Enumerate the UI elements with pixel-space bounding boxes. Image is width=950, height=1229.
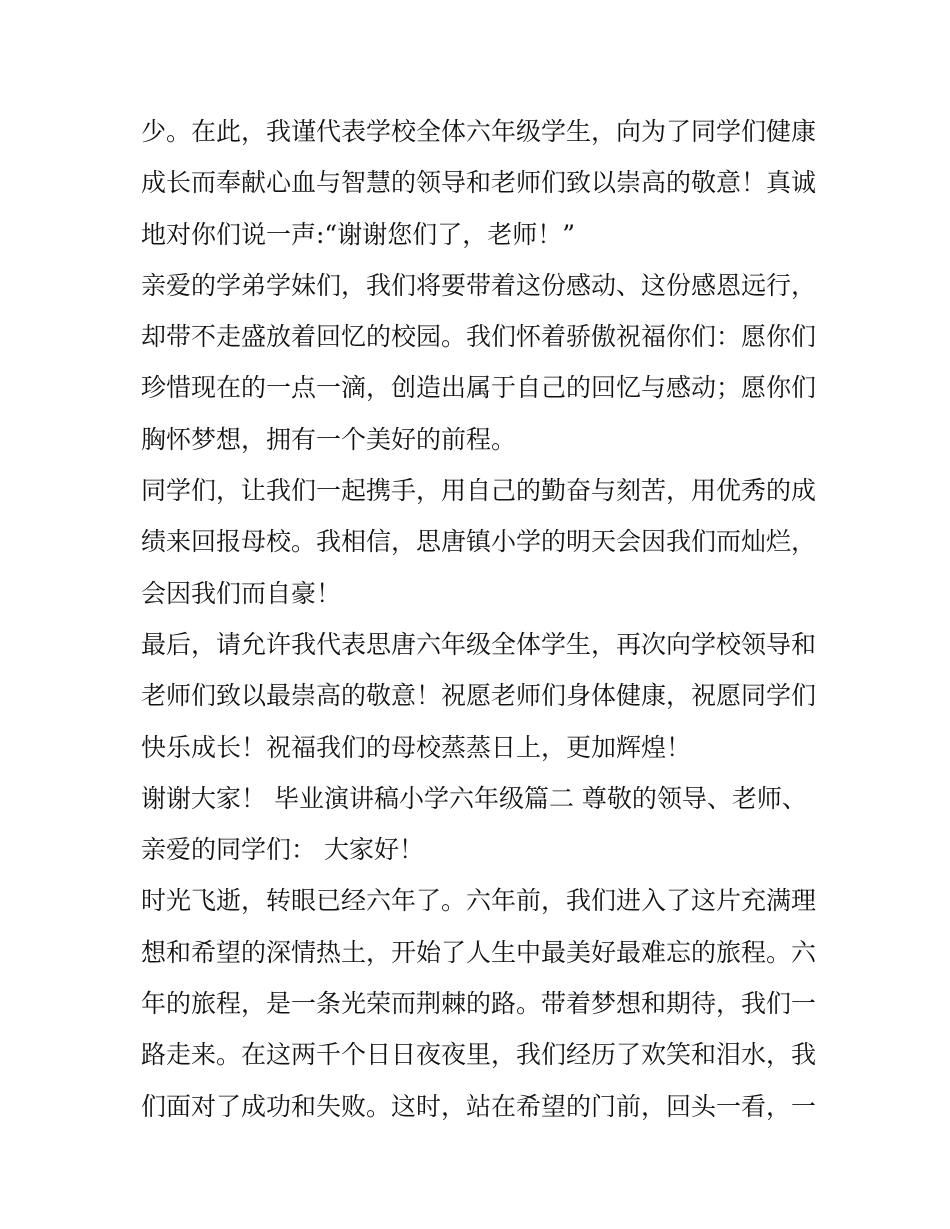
text-line: 同学们，让我们一起携手，用自己的勤奋与刻苦，用优秀的成 xyxy=(141,476,817,506)
text-line: 成长而奉献心血与智慧的领导和老师们致以崇高的敬意！真诚 xyxy=(141,168,817,198)
text-line: 会因我们而自豪！ xyxy=(141,578,342,608)
text-line: 路走来。在这两千个日日夜夜里，我们经历了欢笑和泪水，我 xyxy=(141,1040,817,1070)
text-line: 亲爱的学弟学妹们，我们将要带着这份感动、这份感恩远行， xyxy=(141,270,817,300)
text-line: 绩来回报母校。我相信，思唐镇小学的明天会因我们而灿烂， xyxy=(141,527,817,557)
body-text xyxy=(141,106,821,1132)
text-line: 却带不走盛放着回忆的校园。我们怀着骄傲祝福你们：愿你们 xyxy=(141,322,817,352)
text-line: 想和希望的深情热土，开始了人生中最美好最难忘的旅程。六 xyxy=(141,937,817,967)
text-line: 老师们致以最崇高的敬意！祝愿老师们身体健康，祝愿同学们 xyxy=(141,681,817,711)
text-line: 胸怀梦想，拥有一个美好的前程。 xyxy=(141,424,517,454)
text-line: 亲爱的同学们： 大家好！ xyxy=(141,835,424,865)
text-line: 时光飞逝，转眼已经六年了。六年前，我们进入了这片充满理 xyxy=(141,886,817,916)
text-line: 少。在此，我谨代表学校全体六年级学生，向为了同学们健康 xyxy=(141,117,817,146)
text-line: 快乐成长！祝福我们的母校蒸蒸日上，更加辉煌！ xyxy=(141,732,692,762)
text-line: 谢谢大家！ 毕业演讲稿小学六年级篇二 尊敬的领导、老师、 xyxy=(141,783,807,813)
text-line: 地对你们说一声:“谢谢您们了，老师！” xyxy=(141,219,575,249)
text-line: 珍惜现在的一点一滴，创造出属于自己的回忆与感动；愿你们 xyxy=(141,373,817,403)
text-line: 年的旅程，是一条光荣而荆棘的路。带着梦想和期待，我们一 xyxy=(141,989,817,1019)
text-line: 最后，请允许我代表思唐六年级全体学生，再次向学校领导和 xyxy=(141,629,817,659)
text-line: 们面对了成功和失败。这时，站在希望的门前，回头一看，一 xyxy=(141,1091,817,1121)
